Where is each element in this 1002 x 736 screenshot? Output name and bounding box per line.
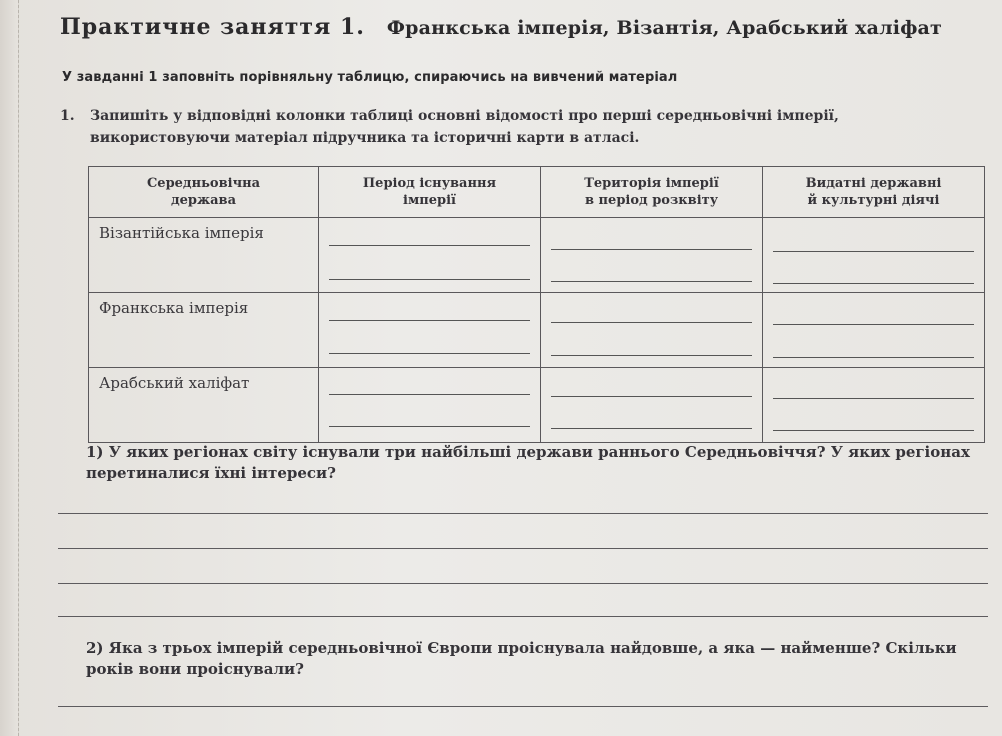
instruction-text: У завданні 1 заповніть порівняльну таблицю, спираючись на вивчений матеріал	[62, 70, 678, 85]
write-line	[551, 249, 752, 250]
comparison-table	[88, 166, 985, 443]
row-label-byzantium: Візантійська імперія	[89, 218, 319, 293]
header-line: в період розквіту	[584, 193, 719, 208]
question-1: 1) У яких регіонах світу існували три найбільші держави раннього Середньовіччя? У яких регіонах перетиналися їхні інтереси?	[86, 443, 970, 482]
write-line	[329, 320, 530, 321]
row-label-caliphate: Арабський халіфат	[89, 368, 319, 443]
row-label-franks: Франкська імперія	[89, 293, 319, 368]
header-line: імперії	[403, 193, 456, 208]
answer-cell[interactable]	[541, 368, 763, 443]
answer-line[interactable]	[58, 548, 988, 549]
header-line: Територія імперії	[584, 176, 719, 191]
header-line: Середньовічна	[146, 176, 261, 191]
lesson-subtitle: Франкська імперія, Візантія, Арабський халіфат	[386, 17, 943, 39]
task-text: Запишіть у відповідні колонки таблиці основні відомості про перші середньовічні імперії, використовуючи матеріал підручника та історичні карти в атласі.	[90, 108, 839, 146]
write-line	[329, 394, 530, 395]
table-row	[89, 218, 985, 293]
page-binding-edge	[0, 0, 19, 736]
table-row	[89, 293, 985, 368]
write-line	[329, 353, 530, 354]
answer-line[interactable]	[58, 616, 988, 617]
write-line	[773, 283, 974, 284]
task-1	[60, 105, 980, 149]
write-line	[329, 245, 530, 246]
answer-cell[interactable]	[763, 368, 985, 443]
header-line: держава	[170, 193, 237, 208]
table-row	[89, 368, 985, 443]
page-title	[60, 14, 942, 40]
header-line: Видатні державні	[805, 176, 942, 191]
write-line	[773, 430, 974, 431]
header-cell-figures	[763, 167, 985, 218]
answer-cell[interactable]	[763, 218, 985, 293]
answer-line[interactable]	[58, 706, 988, 707]
answer-cell[interactable]	[319, 218, 541, 293]
write-line	[329, 279, 530, 280]
answer-cell[interactable]	[319, 368, 541, 443]
header-line: й культурні діячі	[807, 193, 940, 208]
write-line	[773, 398, 974, 399]
lesson-title: Практичне заняття 1.	[60, 14, 365, 40]
header-cell-state	[89, 167, 319, 218]
write-line	[551, 396, 752, 397]
table-header-row	[89, 167, 985, 218]
question-2: 2) Яка з трьох імперій середньовічної Європи проіснувала найдовше, а яка — найменше? Скільки років вони проіснували?	[86, 639, 957, 678]
answer-cell[interactable]	[319, 293, 541, 368]
answer-cell[interactable]	[541, 293, 763, 368]
answer-cell[interactable]	[763, 293, 985, 368]
write-line	[773, 357, 974, 358]
write-line	[551, 322, 752, 323]
header-cell-period	[319, 167, 541, 218]
answer-line[interactable]	[58, 583, 988, 584]
task-number: 1.	[60, 108, 75, 124]
write-line	[551, 355, 752, 356]
answer-cell[interactable]	[541, 218, 763, 293]
header-cell-territory	[541, 167, 763, 218]
write-line	[773, 251, 974, 252]
write-line	[773, 324, 974, 325]
write-line	[551, 428, 752, 429]
answer-line[interactable]	[58, 513, 988, 514]
write-line	[329, 426, 530, 427]
header-line: Період існування	[362, 176, 497, 191]
write-line	[551, 281, 752, 282]
